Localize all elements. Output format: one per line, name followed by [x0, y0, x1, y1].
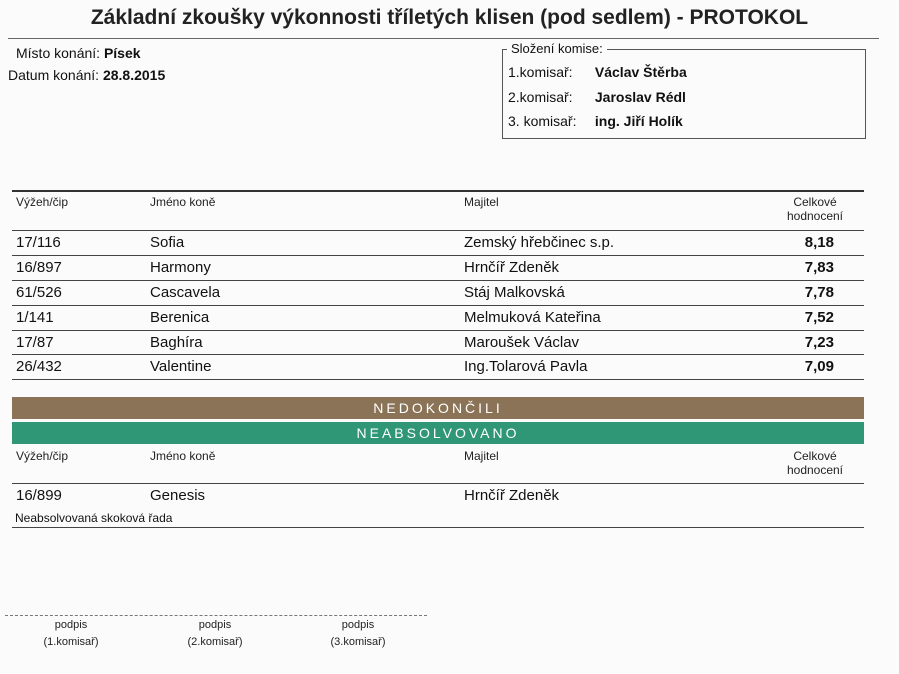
cell-id: 17/87	[16, 334, 54, 351]
header-score-line1: Celkové	[793, 449, 837, 463]
table-top-rule	[12, 190, 864, 192]
header-id: Výžeh/čip	[16, 449, 69, 463]
place-line	[16, 45, 141, 61]
place-label: Místo konání:	[16, 45, 101, 61]
committee-box	[502, 41, 866, 139]
table-row	[12, 231, 864, 255]
signature-label: podpis	[341, 619, 375, 631]
signature-line	[5, 615, 427, 616]
signature-role: (3.komisař)	[330, 636, 386, 648]
signature-label: podpis	[198, 619, 232, 631]
cell-score: 7,09	[804, 358, 834, 375]
header-score-line2: hodnocení	[786, 209, 844, 223]
not-passed-band: NEABSOLVOVANO	[12, 422, 864, 444]
cell-id: 16/899	[16, 487, 62, 504]
table-header	[12, 195, 864, 229]
cell-score: 7,23	[804, 334, 834, 351]
table-row	[12, 331, 864, 355]
committee-member-label: 1.komisař:	[508, 64, 573, 80]
cell-id: 16/897	[16, 259, 62, 276]
header-name: Jméno koně	[150, 195, 216, 209]
title-divider	[8, 38, 879, 39]
cell-name: Genesis	[150, 487, 206, 504]
document-title: Základní zkoušky výkonnosti tříletých klisen (pod sedlem) - PROTOKOL	[90, 6, 809, 29]
header-score-line2: hodnocení	[786, 463, 844, 477]
table2-note: Neabsolvovaná skoková řada	[15, 511, 173, 525]
header-name: Jméno koně	[150, 449, 216, 463]
cell-name: Sofia	[150, 234, 185, 251]
header-score	[780, 449, 850, 477]
table-row	[12, 306, 864, 330]
cell-id: 1/141	[16, 309, 54, 326]
committee-legend: Složení komise:	[507, 41, 607, 56]
place-value: Písek	[103, 45, 141, 61]
table2-bottom-rule	[12, 527, 864, 528]
cell-name: Baghíra	[150, 334, 203, 351]
cell-name: Harmony	[150, 259, 211, 276]
committee-member	[508, 89, 686, 105]
signature-role: (1.komisař)	[43, 636, 99, 648]
table-row	[12, 355, 864, 379]
cell-id: 61/526	[16, 284, 62, 301]
cell-owner: Maroušek Václav	[464, 334, 580, 351]
row-rule	[12, 379, 864, 380]
cell-name: Valentine	[150, 358, 212, 375]
header-id: Výžeh/čip	[16, 195, 69, 209]
date-line	[8, 67, 165, 83]
cell-score: 7,52	[804, 309, 834, 326]
signature-block	[313, 619, 403, 648]
committee-member-label: 3. komisař:	[508, 113, 577, 129]
cell-owner: Hrnčíř Zdeněk	[464, 487, 560, 504]
signature-role: (2.komisař)	[187, 636, 243, 648]
header-owner: Majitel	[464, 449, 499, 463]
header-score-line1: Celkové	[793, 195, 837, 209]
cell-id: 26/432	[16, 358, 62, 375]
signature-block	[26, 619, 116, 648]
committee-member-name: Jaroslav Rédl	[594, 89, 686, 105]
table-row	[12, 281, 864, 305]
cell-score: 8,18	[804, 234, 834, 251]
signature-block	[170, 619, 260, 648]
cell-owner: Zemský hřebčinec s.p.	[464, 234, 615, 251]
table-row	[12, 256, 864, 280]
cell-owner: Ing.Tolarová Pavla	[464, 358, 588, 375]
cell-name: Cascavela	[150, 284, 221, 301]
signature-label: podpis	[54, 619, 88, 631]
header-owner: Majitel	[464, 195, 499, 209]
cell-owner: Stáj Malkovská	[464, 284, 565, 301]
committee-member	[508, 113, 683, 129]
committee-member-label: 2.komisař:	[508, 89, 573, 105]
header-score	[780, 195, 850, 223]
date-value: 28.8.2015	[102, 67, 166, 83]
cell-score: 7,83	[804, 259, 834, 276]
cell-owner: Melmuková Kateřina	[464, 309, 601, 326]
cell-name: Berenica	[150, 309, 210, 326]
committee-member-name: Václav Štěrba	[594, 64, 687, 80]
committee-member	[508, 64, 687, 80]
cell-owner: Hrnčíř Zdeněk	[464, 259, 560, 276]
committee-member-name: ing. Jiří Holík	[594, 113, 683, 129]
date-label: Datum konání:	[8, 67, 100, 83]
not-finished-band: NEDOKONČILI	[12, 397, 864, 419]
table-row	[12, 484, 864, 508]
cell-score: 7,78	[804, 284, 834, 301]
table2-header	[12, 449, 864, 483]
cell-id: 17/116	[16, 234, 61, 251]
